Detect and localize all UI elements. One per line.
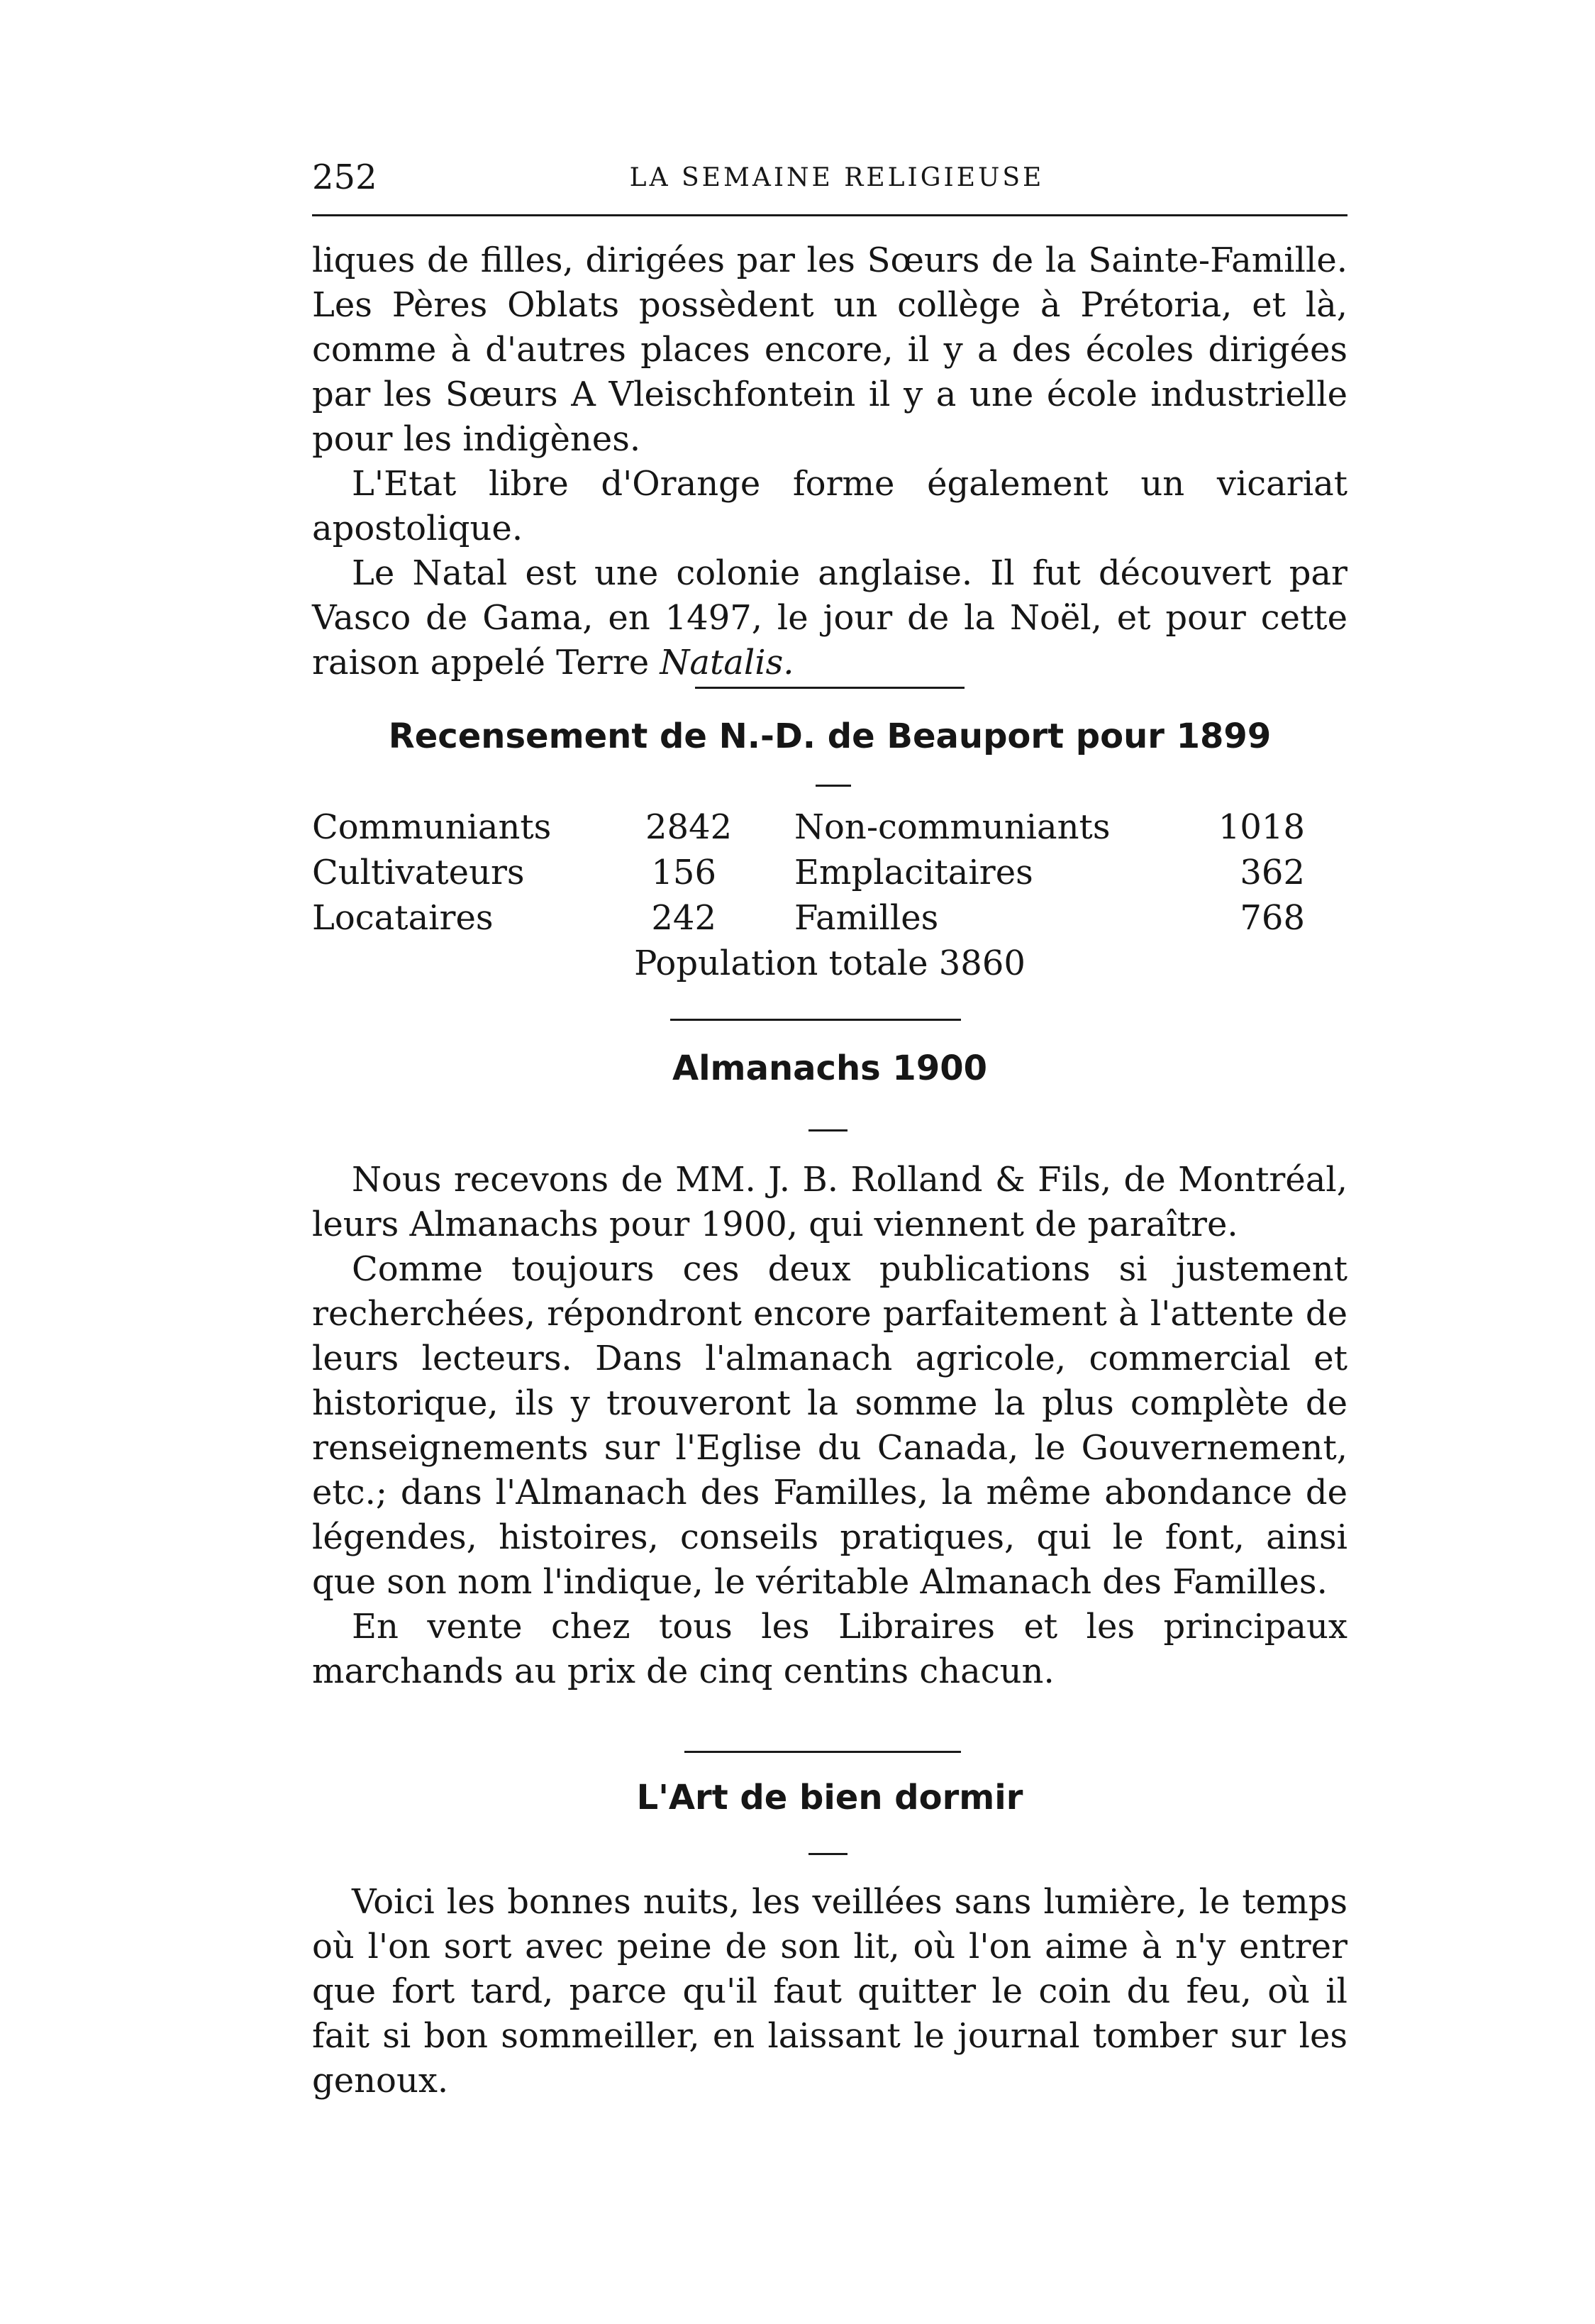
title-dash <box>808 1853 847 1855</box>
census-value: 156 <box>651 853 716 892</box>
section-divider <box>670 1019 961 1021</box>
census-row <box>312 853 1347 898</box>
census-value: 2842 <box>645 807 733 847</box>
page-header <box>312 150 1347 200</box>
census-label: Communiants <box>312 807 552 847</box>
census-value: 242 <box>651 898 716 938</box>
section-divider <box>695 687 965 689</box>
running-title: LA SEMAINE RELIGIEUSE <box>629 163 1045 192</box>
dormir-paragraph: Voici les bonnes nuits, les veillées sans lumière, le temps où l'on sort avec peine de son lit, où l'on aime à n'y entrer que fort tard, parce qu'il faut quitter le coin du feu, où il fait si bon sommeiller, en laissant le journal tomber sur les genoux. <box>312 1882 1347 2101</box>
title-dash <box>816 785 851 787</box>
section-divider <box>684 1751 961 1753</box>
almanachs-paragraph: Comme toujours ces deux publications si justement recherchées, répondront encore parfaitement à l'attente de leurs lecteurs. Dans l'almanach agricole, commercial et historique, ils y trouveront la somme la plus complète de renseignements sur l'Eglise du Canada, le Gouvernement, etc.; dans l'Almanach des Familles, la même abondance de légendes, histoires, conseils pratiques, qui le font, ainsi que son nom l'indique, le véritable Almanach des Familles. <box>312 1249 1347 1602</box>
census-value: 768 <box>1240 898 1305 938</box>
dormir-title: L'Art de bien dormir <box>636 1778 1023 1817</box>
census-total: Population totale 3860 <box>634 944 1026 983</box>
census-table <box>312 807 1347 983</box>
census-label: Emplacitaires <box>794 853 1033 892</box>
italic-term: Natalis. <box>660 643 794 682</box>
census-row <box>312 898 1347 944</box>
census-row <box>312 807 1347 853</box>
census-label: Non-communiants <box>794 807 1111 847</box>
almanachs-paragraph: Nous recevons de MM. J. B. Rolland & Fils, de Montréal, leurs Almanachs pour 1900, qui viennent de paraître. <box>312 1160 1347 1244</box>
almanachs-paragraph: En vente chez tous les Libraires et les principaux marchands au prix de cinq centins chacun. <box>312 1607 1347 1691</box>
census-value: 362 <box>1240 853 1305 892</box>
census-label: Locataires <box>312 898 494 938</box>
header-rule <box>312 214 1347 216</box>
almanachs-text <box>312 1158 1347 1694</box>
title-dash <box>808 1129 847 1131</box>
intro-text <box>312 238 1347 685</box>
intro-paragraph: L'Etat libre d'Orange forme également un vicariat apostolique. <box>312 464 1347 548</box>
dormir-text <box>312 1880 1347 2103</box>
census-title: Recensement de N.-D. de Beauport pour 1899 <box>388 716 1272 756</box>
natal-text: Le Natal est une colonie anglaise. Il fut découvert par Vasco de Gama, en 1497, le jour de la Noël, et pour cette raison appelé Terre <box>312 553 1347 682</box>
page-number: 252 <box>312 157 377 197</box>
census-label: Familles <box>794 898 939 938</box>
census-value: 1018 <box>1218 807 1305 847</box>
census-label: Cultivateurs <box>312 853 525 892</box>
intro-paragraph <box>312 551 1347 685</box>
intro-paragraph: liques de filles, dirigées par les Sœurs de la Sainte-Famille. Les Pères Oblats possèdent un collège à Prétoria, et là, comme à d'autres places encore, il y a des écoles dirigées par les Sœurs A Vleischfontein il y a une école industrielle pour les indigènes. <box>312 240 1347 459</box>
almanachs-title: Almanachs 1900 <box>672 1048 988 1088</box>
